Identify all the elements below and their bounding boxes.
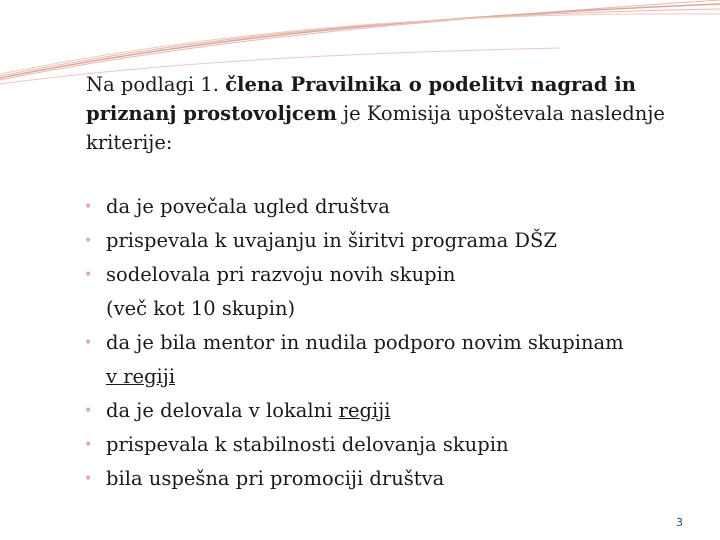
- bullet-icon: •: [84, 233, 93, 249]
- list-item: • bila uspešna pri promociji društva: [80, 462, 700, 496]
- page-number: 3: [676, 516, 683, 529]
- list-item: • prispevala k uvajanju in širitvi programa DŠZ: [80, 224, 700, 258]
- bullet-icon: •: [84, 471, 93, 487]
- bullet-icon: •: [84, 335, 93, 351]
- bullet-icon: •: [84, 403, 93, 419]
- criteria-list: [80, 190, 700, 496]
- bullet-icon: •: [84, 199, 93, 215]
- bullet-icon: •: [84, 437, 93, 453]
- intro-bold-text: člena Pravilnika o podelitvi nagrad in priznanj prostovoljcem: [86, 73, 636, 125]
- list-item: • sodelovala pri razvoju novih skupin (več kot 10 skupin): [80, 258, 700, 326]
- list-item: • da je bila mentor in nudila podporo novim skupinam v regiji: [80, 326, 700, 394]
- list-item: • prispevala k stabilnosti delovanja skupin: [80, 428, 700, 462]
- bullet-icon: •: [84, 267, 93, 283]
- intro-paragraph: [86, 70, 696, 157]
- list-item: • da je povečala ugled društva: [80, 190, 700, 224]
- underlined-word: regiji: [338, 399, 391, 422]
- intro-text-end: je Komisija upoštevala naslednje kriterije:: [86, 102, 665, 154]
- list-item-continuation: v regiji: [106, 365, 176, 388]
- list-item-continuation: (več kot 10 skupin): [106, 297, 296, 320]
- list-item: • da je delovala v lokalni regiji: [80, 394, 700, 428]
- intro-text-start: Na podlagi 1.: [86, 73, 226, 96]
